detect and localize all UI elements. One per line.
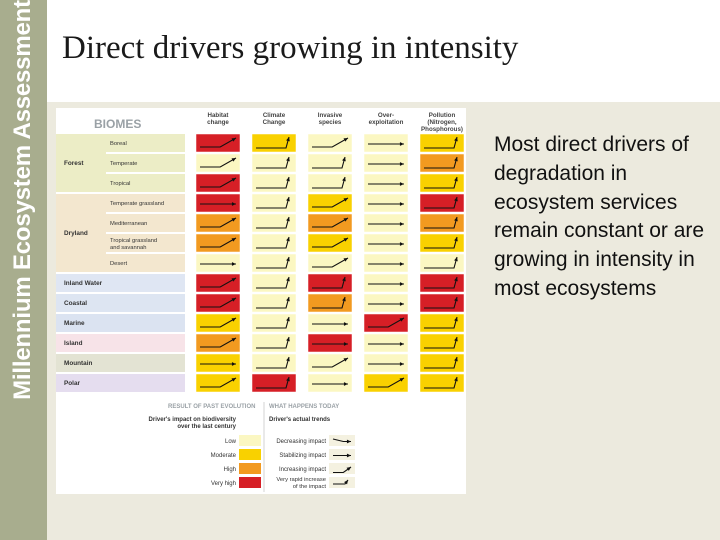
- impact-cell: [252, 274, 296, 292]
- row-label-bg: [106, 354, 185, 372]
- driver-matrix-figure: [56, 108, 466, 494]
- brand-label: Millennium Ecosystem Assessment: [9, 0, 36, 400]
- impact-cell: [420, 334, 464, 352]
- legend-impact-label: Very high: [210, 481, 236, 487]
- sidebar: [0, 0, 47, 540]
- impact-cell: [420, 214, 464, 232]
- group-label: Island: [64, 340, 83, 347]
- impact-cell: [420, 134, 464, 152]
- legend-left-sub: over the last century: [177, 424, 236, 430]
- impact-cell: [420, 194, 464, 212]
- impact-cell: [308, 254, 352, 272]
- legend-trend-label: Stabilizing impact: [279, 453, 326, 459]
- legend-trend-box: [329, 435, 355, 446]
- group-label: Forest: [64, 160, 84, 167]
- group-label: Marine: [64, 320, 85, 327]
- impact-cell: [196, 274, 240, 292]
- impact-cell: [308, 134, 352, 152]
- legend-trend-box: [329, 477, 355, 488]
- impact-cell: [420, 154, 464, 172]
- impact-cell: [308, 354, 352, 372]
- row-label: Mediterranean: [110, 221, 148, 227]
- legend-trend-label: of the impact: [292, 484, 326, 490]
- column-header: exploitation: [368, 119, 404, 126]
- impact-cell: [308, 294, 352, 312]
- row-label: Desert: [110, 261, 128, 267]
- row-label-bg: [106, 274, 185, 292]
- impact-cell: [420, 374, 464, 392]
- impact-cell: [420, 354, 464, 372]
- impact-cell: [420, 254, 464, 272]
- column-header: Invasive: [317, 112, 343, 119]
- impact-cell: [252, 294, 296, 312]
- column-header: Pollution: [428, 112, 456, 119]
- impact-cell: [252, 334, 296, 352]
- figure-panel: [56, 108, 466, 494]
- column-header: change: [207, 119, 229, 126]
- impact-cell: [252, 154, 296, 172]
- group-label: Polar: [64, 380, 80, 387]
- impact-cell: [420, 234, 464, 252]
- impact-cell: [252, 314, 296, 332]
- impact-cell: [420, 274, 464, 292]
- row-label: and savannah: [110, 245, 147, 251]
- legend-trend-label: Decreasing impact: [276, 439, 326, 445]
- legend-impact-swatch: [239, 435, 261, 446]
- row-label-bg: [106, 374, 185, 392]
- legend-impact-label: Low: [224, 439, 236, 445]
- impact-cell: [196, 174, 240, 192]
- row-label: Tropical: [110, 181, 131, 187]
- legend-impact-label: Moderate: [210, 453, 236, 459]
- impact-cell: [196, 214, 240, 232]
- impact-cell: [252, 134, 296, 152]
- column-header: (Nitrogen,: [427, 119, 457, 126]
- legend-right-sub: Driver's actual trends: [269, 417, 331, 423]
- legend-trend-box: [329, 449, 355, 460]
- group-label: Mountain: [64, 360, 93, 367]
- impact-cell: [252, 194, 296, 212]
- impact-cell: [420, 314, 464, 332]
- group-label: Dryland: [64, 230, 88, 237]
- impact-cell: [364, 314, 408, 332]
- impact-cell: [308, 154, 352, 172]
- impact-cell: [252, 234, 296, 252]
- legend-trend-label: Increasing impact: [278, 467, 326, 473]
- legend-impact-swatch: [239, 477, 261, 488]
- impact-cell: [308, 214, 352, 232]
- impact-cell: [196, 134, 240, 152]
- row-label: Temperate grassland: [110, 201, 165, 207]
- legend-impact-swatch: [239, 463, 261, 474]
- legend-left-sub: Driver's impact on biodiversity: [148, 417, 236, 423]
- column-header: Phosphorous): [421, 126, 463, 133]
- group-label: Inland Water: [64, 280, 103, 287]
- row-label: Boreal: [110, 141, 127, 147]
- row-label: Temperate: [110, 161, 138, 167]
- impact-cell: [308, 234, 352, 252]
- body-text: Most direct drivers of degradation in ecosystem services remain constant or are growing in intensity in most ecosystems: [494, 133, 705, 300]
- legend-right-heading: WHAT HAPPENS TODAY: [269, 404, 340, 410]
- impact-cell: [196, 374, 240, 392]
- column-header: Over-: [377, 112, 395, 119]
- row-label-bg: [106, 334, 185, 352]
- legend-left-heading: RESULT OF PAST EVOLUTION: [168, 404, 256, 410]
- row-label-bg: [106, 294, 185, 312]
- impact-cell: [252, 174, 296, 192]
- impact-cell: [196, 334, 240, 352]
- impact-cell: [420, 174, 464, 192]
- legend-impact-label: High: [223, 467, 236, 473]
- legend-trend-label: Very rapid increase: [276, 477, 326, 483]
- biomes-heading: BIOMES: [94, 117, 142, 131]
- column-header: species: [318, 119, 342, 126]
- column-header: Habitat: [207, 112, 229, 119]
- impact-cell: [308, 194, 352, 212]
- impact-cell: [252, 354, 296, 372]
- column-header: Change: [262, 119, 286, 126]
- impact-cell: [420, 294, 464, 312]
- column-header: Climate: [262, 112, 286, 119]
- impact-cell: [252, 214, 296, 232]
- impact-cell: [252, 254, 296, 272]
- impact-cell: [308, 274, 352, 292]
- slide-title: Direct drivers growing in intensity: [62, 30, 519, 66]
- row-label-bg: [106, 314, 185, 332]
- impact-cell: [364, 374, 408, 392]
- group-label: Coastal: [64, 300, 88, 307]
- impact-cell: [308, 174, 352, 192]
- impact-cell: [196, 314, 240, 332]
- impact-cell: [252, 374, 296, 392]
- legend-impact-swatch: [239, 449, 261, 460]
- impact-cell: [196, 234, 240, 252]
- impact-cell: [196, 294, 240, 312]
- row-label: Tropical grassland: [110, 238, 158, 244]
- impact-cell: [196, 154, 240, 172]
